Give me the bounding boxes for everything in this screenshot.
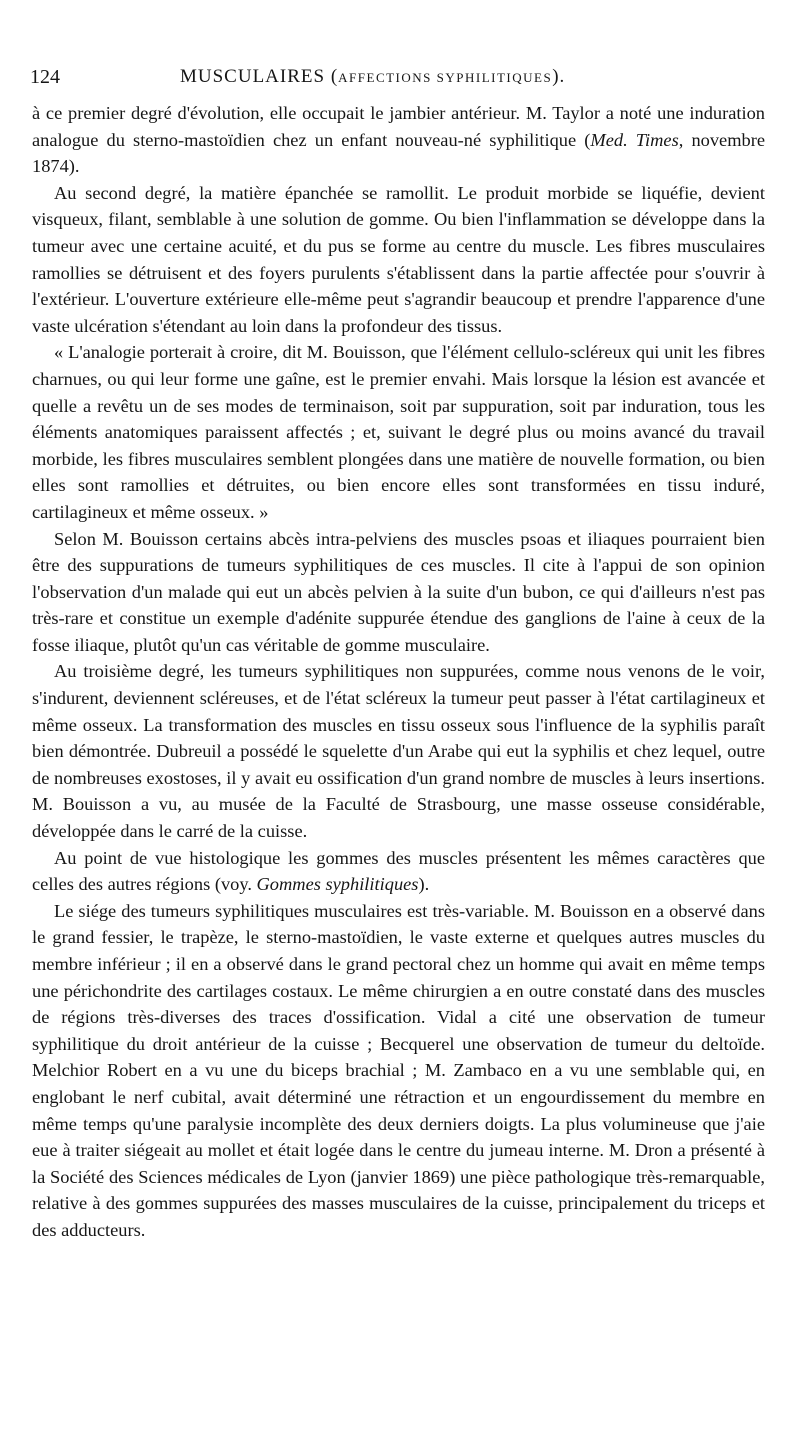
- paragraph-2: Au second degré, la matière épanchée se ramollit. Le produit morbide se liquéfie, devient visqueux, filant, semblable à une solution de gomme. Ou bien l'inflammation se développe dans la tumeur avec une certaine acuité, et du pus se forme au centre du muscle. Les fibres musculaires ramollies se détruisent et des foyers purulents s'établissent dans la partie affectée pour s'ouvrir à l'extérieur. L'ouverture extérieure elle-même peut s'agrandir beaucoup et prendre l'apparence d'une vaste ulcération s'étendant au loin dans la profondeur des tissus.: [32, 182, 765, 336]
- paragraph-1-text-a: à ce premier degré d'évolution, elle occupait le jambier antérieur. M. Taylor a noté une induration analogue du sterno-mastoïdien chez un enfant nouveau-né syphilitique (: [32, 103, 765, 150]
- running-title-end: ).: [552, 66, 566, 87]
- cross-reference-gommes: Gommes syphilitiques: [256, 874, 419, 895]
- running-title: [180, 62, 565, 93]
- paragraph-1: [32, 100, 765, 180]
- paragraph-6-text-a: Au point de vue histologique les gommes des muscles présentent les mêmes caractères que celles des autres régions (voy.: [32, 847, 765, 895]
- citation-med-times: Med. Times: [590, 129, 679, 150]
- running-title-sub: AFFECTIONS SYPHILITIQUES: [338, 70, 553, 85]
- paragraph-6-text-b: ).: [418, 874, 430, 895]
- body-text: [32, 100, 765, 1244]
- paragraph-5: Au troisième degré, les tumeurs syphilitiques non suppurées, comme nous venons de le voir, s'indurent, deviennent scléreuses, et de l'état scléreux la tumeur peut passer à l'état cartilagineux et même osseux. La transformation des muscles en tissu osseux sous l'influence de la syphilis paraît bien démontrée. Dubreuil a possédé le squelette d'un Arabe qui eut la syphilis et chez lequel, outre de nombreuses exostoses, il y avait eu ossification d'un grand nombre de muscles à leurs insertions. M. Bouisson a vu, au musée de la Faculté de Strasbourg, une masse osseuse considérable, développée dans le carré de la cuisse.: [32, 661, 765, 842]
- paragraph-4: Selon M. Bouisson certains abcès intra-pelviens des muscles psoas et iliaques pourraient bien être des suppurations de tumeurs syphilitiques de ces muscles. Il cite à l'appui de son opinion l'observation d'un malade qui eut un abcès pelvien à la suite d'un bubon, ce qui d'ailleurs n'est pas très-rare et constitue un exemple d'adénite suppurée étendue des ganglions de l'aine à ceux de la fosse iliaque, plutôt qu'un cas véritable de gomme musculaire.: [32, 528, 765, 655]
- page-number: 124: [30, 66, 60, 88]
- page-header: [30, 62, 770, 92]
- paragraph-6: [32, 845, 765, 898]
- paragraph-1-text-b: , novembre 1874).: [32, 129, 766, 177]
- paragraph-3-quote: « L'analogie porterait à croire, dit M. Bouisson, que l'élément cellulo-scléreux qui unit les fibres charnues, ou qui leur forme une gaîne, est le premier envahi. Mais lorsque la lésion est avancée et quelle a revêtu un de ses modes de terminaison, soit par suppuration, soit par induration, tous les éléments anatomiques paraissent affectés ; et, suivant le degré plus ou moins avancé du travail morbide, les fibres musculaires semblent plongées dans une matière de nouvelle formation, ou bien elles sont ramollies et détruites, ou bien encore elles sont transformées en tissu induré, cartilagineux et même osseux. »: [32, 342, 765, 522]
- running-title-main: MUSCULAIRES (: [180, 66, 339, 87]
- paragraph-7: Le siége des tumeurs syphilitiques musculaires est très-variable. M. Bouisson en a observé dans le grand fessier, le trapèze, le sterno-mastoïdien, le vaste externe et quelques autres muscles du membre inférieur ; il en a observé dans le grand pectoral chez un homme qui avait en même temps une périchondrite des cartilages costaux. Le même chirurgien a en outre constaté dans des muscles de régions très-diverses des traces d'ossification. Vidal a cité une observation de tumeur syphilitique du droit antérieur de la cuisse ; Becquerel une observation de tumeur du deltoïde. Melchior Robert en a vu une du biceps brachial ; M. Zambaco en a vu une semblable qui, en englobant le nerf cubital, avait déterminé une rétraction et un engourdissement du membre en même temps qu'une paralysie incomplète des deux derniers doigts. La plus volumineuse que j'aie eue à traiter siégeait au mollet et était logée dans le centre du jumeau interne. M. Dron a présenté à la Société des Sciences médicales de Lyon (janvier 1869) une pièce pathologique très-remarquable, relative à des gommes suppurées des masses musculaires de la cuisse, principalement du triceps et des adducteurs.: [32, 900, 765, 1240]
